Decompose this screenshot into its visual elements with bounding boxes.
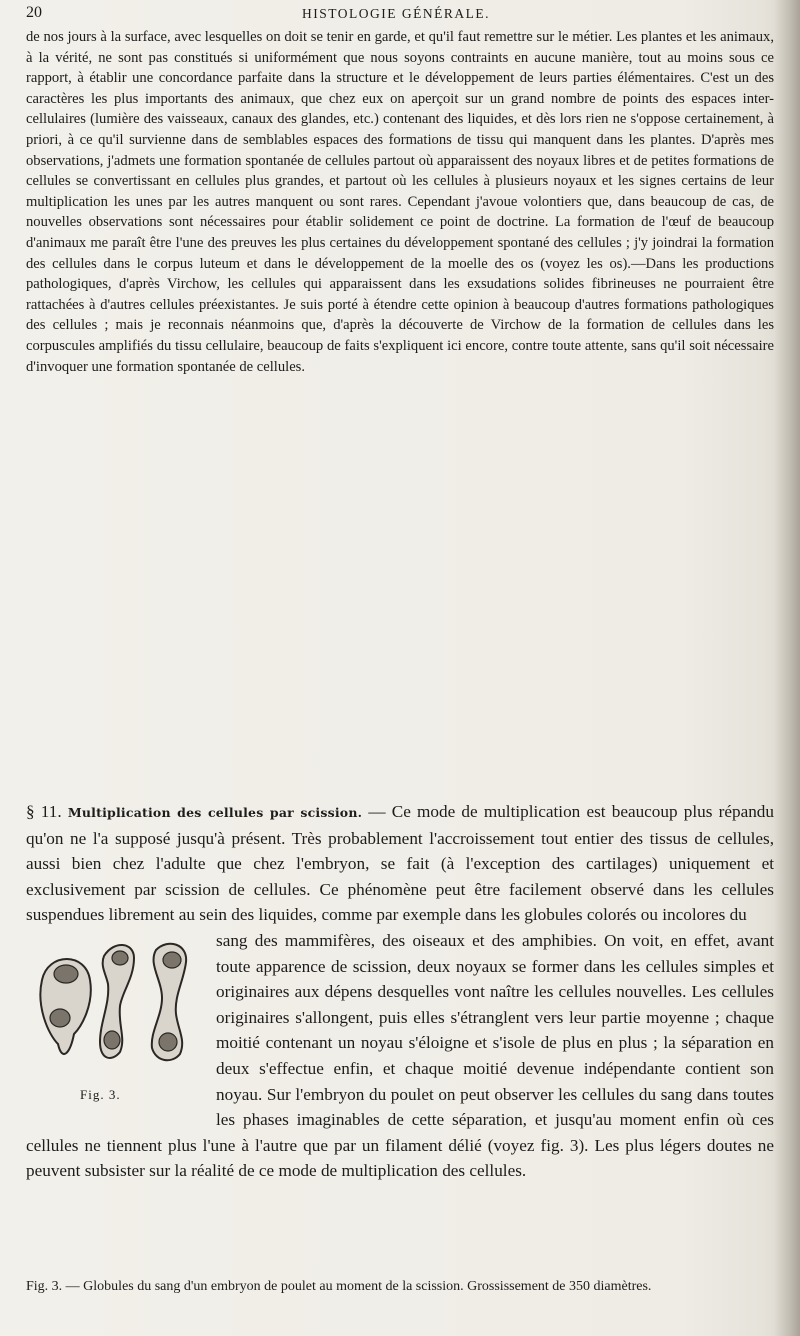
figure-label: Fig. 3. (80, 1086, 121, 1102)
section-11-text (26, 799, 774, 928)
section-number: § 11. (26, 802, 62, 821)
page-number: 20 (26, 4, 42, 21)
paragraph-1 (26, 27, 774, 377)
section-text-2: sang des mammifères, des oiseaux et des amphibies. On voit, en effet, avant toute apparence de scission, deux noyaux se former dans les cellules simples et originaires aux dépens desquelles vont naître les cellules nouvelles. Les cellules originaires s'allongent, puis elles s'étranglent vers leur partie moyenne ; chaque moitié contenant un noyau s'éloigne et s'isole de plus en plus ; la séparation en deux s'effectue enfin, et chaque moitié devenue indépendante contient son noyau. Sur l'embryon du poulet on peut observer les cellules du sang dans toutes les phases imaginables de cette séparation, et jusqu'au moment enfin où ces cellules ne tiennent plus l'une à l'autre que par un filament délié (voyez fig. 3). Les plus légers doutes ne peuvent subsister sur la réalité de ce mode de multiplication des cellules. (26, 930, 774, 1181)
running-title: HISTOLOGIE GÉNÉRALE. (302, 6, 490, 21)
paragraph-1-text: de nos jours à la surface, avec lesquelles on doit se tenir en garde, et qu'il faut remettre sur le métier. Les plantes et les animaux, à la vérité, ne sont pas constitués si uniformément que nous soyons contraints en aucune manière, tout au moins sous ce rapport, à établir une concordance parfaite dans la structure et le développement de leurs parties élémentaires. C'est un des caractères les plus importants des animaux, que chez eux on aperçoit sur un grand nombre de points des espaces inter-cellulaires (lumière des vaisseaux, canaux des glandes, etc.) contenant des liquides, et dès lors rien ne s'oppose certainement, à priori, à ce qu'il survienne dans de semblables espaces des formations de tissu qui manquent dans les plantes. D'après mes observations, j'admets une formation spontanée de cellules partout où apparaissent des noyaux libres et de petites formations de cellules se convertissant en cellules plus grandes, et partout où les cellules à plusieurs noyaux et les signes certains de leur multiplication les unes par les autres manquent ou sont rares. Cependant j'avoue volontiers que, dans beaucoup de cas, de nouvelles observations sont nécessaires pour établir solidement ce point de doctrine. La formation de l'œuf de beaucoup d'animaux me paraît être l'une des preuves les plus certaines du développement spontané des cellules ; j'y joindrai la formation des cellules dans le corpus luteum et dans le développement de la moelle des os (voyez les os).—Dans les productions pathologiques, d'après Virchow, les cellules qui apparaissent dans les exsudations solides fibrineuses ne pourraient être rattachées à d'autres cellules préexistantes. Je suis porté à étendre cette opinion à beaucoup d'autres formations pathologiques des cellules ; mais je reconnais néanmoins que, d'après la découverte de Virchow de la formation de cellules dans les corpuscules amplifiés du tissu cellulaire, beaucoup de faits s'expliquent ici encore, contre toute attente, sans qu'il soit nécessaire d'invoquer une formation spontanée de cellules. (26, 29, 774, 375)
section-title: Multiplication des cellules par scission. (67, 805, 363, 820)
section-11 (26, 799, 774, 1184)
page-binding-shadow (774, 0, 800, 1336)
figure-caption: Fig. 3. — Globules du sang d'un embryon de poulet au moment de la scission. Grossissement de 350 diamètres. (26, 1279, 652, 1294)
figure-3 (26, 934, 206, 1122)
running-header (26, 4, 766, 24)
blood-cells-illustration (34, 934, 199, 1074)
section-text-1: — Ce mode de multiplication est beaucoup plus répandu qu'on ne l'a supposé jusqu'à présent. Très probablement l'accroissement tout entier des tissus de cellules, aussi bien chez l'adulte que chez l'embryon, se fait (à l'exception des cartilages) uniquement et exclusivement par scission de cellules. Ce phénomène peut être facilement observé dans les cellules suspendues librement au sein des liquides, comme par exemple dans les globules colorés ou incolores du (26, 802, 774, 925)
